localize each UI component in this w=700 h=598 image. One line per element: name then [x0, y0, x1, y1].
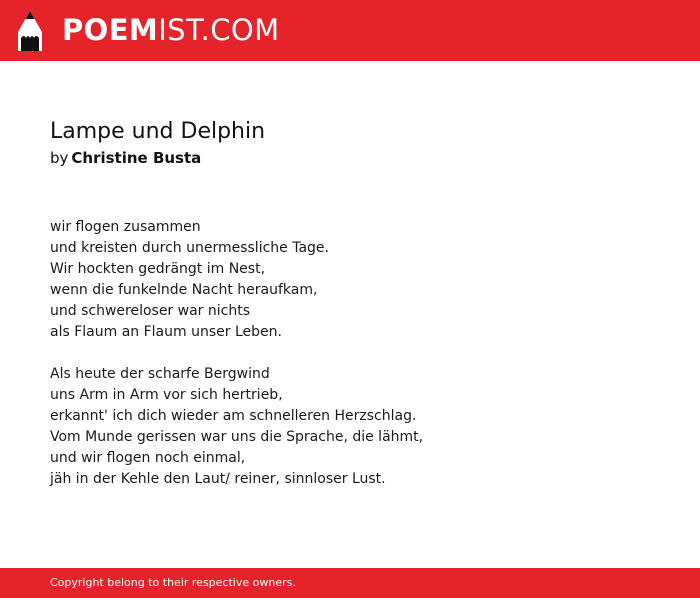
poem-body	[50, 217, 670, 490]
stanza-2	[50, 364, 670, 490]
poem-line: uns Arm in Arm vor sich hertrieb,	[50, 387, 283, 403]
poem-line: Wir hockten gedrängt im Nest,	[50, 261, 266, 277]
poem-byline	[50, 148, 670, 168]
author-link[interactable]: Christine Busta	[71, 149, 202, 167]
copyright-notice: Copyright belong to their respective owners.	[50, 576, 296, 589]
site-logo-text	[62, 13, 280, 47]
pencil-tip-icon	[16, 10, 44, 52]
site-footer	[0, 568, 700, 598]
poem-line: wir flogen zusammen	[50, 219, 201, 235]
stanza-1	[50, 217, 670, 343]
poem-line: jäh in der Kehle den Laut/ reiner, sinnloser Lust.	[50, 471, 386, 487]
site-header	[0, 0, 700, 61]
poem-content	[50, 116, 670, 511]
poem-line: Vom Munde gerissen war uns die Sprache, die lähmt,	[50, 429, 424, 445]
site-logo-link[interactable]	[16, 0, 280, 61]
poem-line: als Flaum an Flaum unser Leben.	[50, 324, 282, 340]
poem-line: und kreisten durch unermessliche Tage.	[50, 240, 329, 256]
poem-title: Lampe und Delphin	[50, 119, 266, 144]
poem-line: wenn die funkelnde Nacht heraufkam,	[50, 282, 318, 298]
by-label: by	[50, 149, 69, 167]
poem-line: Als heute der scharfe Bergwind	[50, 366, 270, 382]
poem-line: erkannt' ich dich wieder am schnelleren Herzschlag.	[50, 408, 417, 424]
poem-line: und schwereloser war nichts	[50, 303, 250, 319]
logo-word-light: IST.COM	[158, 13, 280, 47]
poem-line: und wir flogen noch einmal,	[50, 450, 246, 466]
logo-word-bold: POEM	[62, 13, 159, 47]
